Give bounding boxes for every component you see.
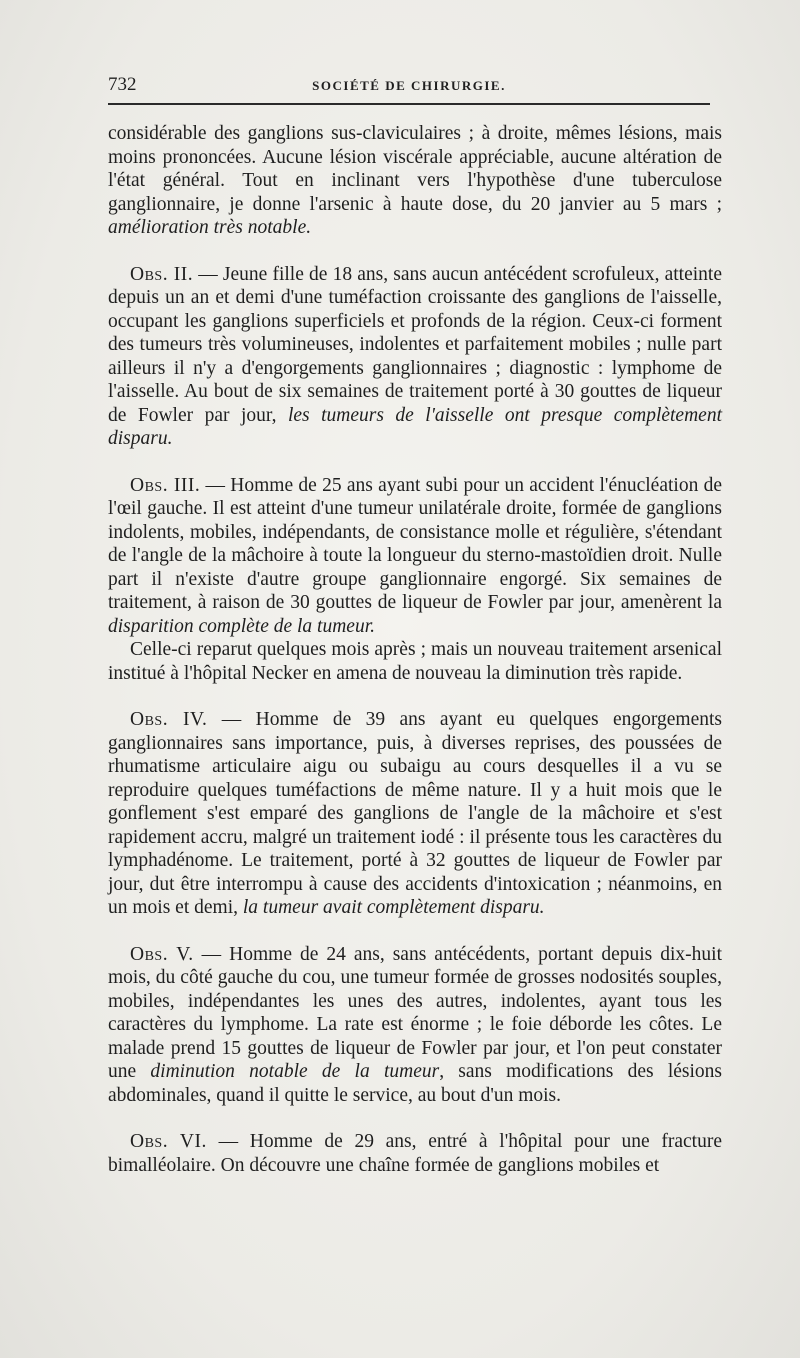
header-rule (108, 103, 710, 105)
paragraph-continuation: considérable des ganglions sus-claviculaires ; à droite, mêmes lésions, mais moins prononcées. Aucune lésion viscérale appréciable, aucune altération de l'état général. Tout en inclinant vers l'hypothèse d'une tuberculose ganglionnaire, je donne l'arsenic à haute dose, du 20 janvier au 5 mars ; amélioration très notable. (108, 123, 722, 238)
paragraph-obs-3: Obs. III. — Homme de 25 ans ayant subi pour un accident l'énucléation de l'œil gauche. Il est atteint d'une tumeur unilatérale droite, formée de ganglions indolents, mobiles, indépendants, de consistance molle et régulière, s'étendant de l'angle de la mâchoire à toute la longueur du sterno-mastoïdien droit. Nulle part il n'existe d'autre groupe ganglionnaire engorgé. Six semaines de traitement, à raison de 30 gouttes de liqueur de Fowler par jour, amenèrent la disparition complète de la tumeur. (108, 474, 723, 637)
obs-label: Obs. V. (130, 943, 194, 965)
paragraph-obs-5: Obs. V. — Homme de 24 ans, sans antécédents, portant depuis dix-huit mois, du côté gauche du cou, une tumeur formée de grosses nodosités souples, mobiles, indépendantes les unes des autres, indolentes, ayant tous les caractères du lymphome. La rate est énorme ; le foie déborde les côtes. Le malade prend 15 gouttes de liqueur de Fowler par jour, et l'on peut constater une diminution notable de la tumeur, sans modifications des lésions abdominales, quand il quitte le service, au bout d'un mois. (108, 943, 723, 1106)
page-header (108, 70, 710, 100)
page-number: 732 (108, 74, 137, 95)
body-text (108, 122, 722, 1177)
paragraph-obs-2: Obs. II. — Jeune fille de 18 ans, sans aucun antécédent scrofuleux, atteinte depuis un an et demi d'une tuméfaction croissante des ganglions de l'aisselle, occupant les ganglions superficiels et profonds de la région. Ceux-ci forment des tumeurs très volumineuses, indolentes et parfaitement mobiles ; nulle part ailleurs il n'y a d'engorgements ganglionnaires ; diagnostic : lymphome de l'aisselle. Au bout de six semaines de traitement porté à 30 gouttes de liqueur de Fowler par jour, les tumeurs de l'aisselle ont presque complètement disparu. (108, 263, 722, 449)
paragraph-obs-4: Obs. IV. — Homme de 39 ans ayant eu quelques engorgements ganglionnaires sans importance, puis, à diverses reprises, des poussées de rhumatisme articulaire aigu ou subaigu au cours desquelles il a vu se reproduire quelques tuméfactions de même nature. Il y a huit mois que le gonflement s'est emparé des ganglions de l'angle de la mâchoire et s'est rapidement accru, malgré un traitement iodé : il présente tous les caractères du lymphadénome. Le traitement, porté à 32 gouttes de liqueur de Fowler par jour, dut être interrompu à cause des accidents d'intoxication ; néanmoins, en un mois et demi, la tumeur avait complètement disparu. (108, 709, 722, 918)
running-head: SOCIÉTÉ DE CHIRURGIE. (312, 78, 506, 93)
obs-label: Obs. III. (130, 474, 201, 496)
paragraph-obs-3-followup: Celle-ci reparut quelques mois après ; mais un nouveau traitement arsenical institué à l'hôpital Necker en amena de nouveau la diminution très rapide. (108, 639, 722, 684)
paragraph-obs-6: Obs. VI. — Homme de 29 ans, entré à l'hôpital pour une fracture bimalléolaire. On découvre une chaîne formée de ganglions mobiles et (108, 1131, 722, 1176)
obs-label: Obs. IV. (130, 709, 208, 730)
obs-label: Obs. II. (130, 263, 194, 285)
obs-label: Obs. VI. (130, 1131, 207, 1152)
